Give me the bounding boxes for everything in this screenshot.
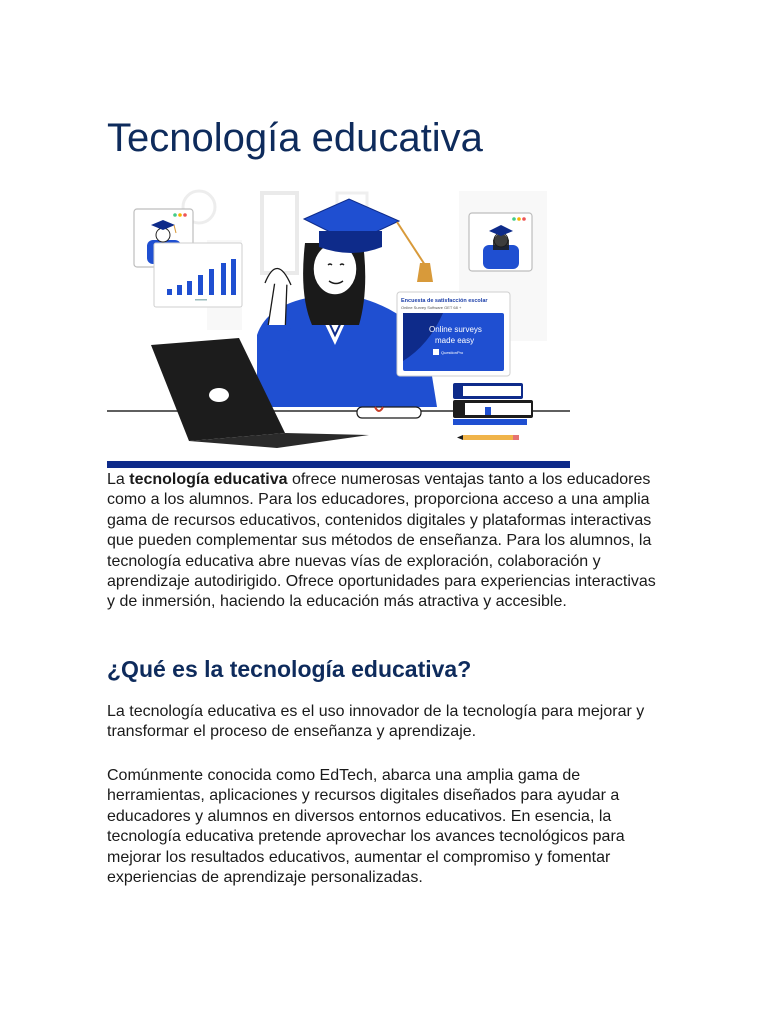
section-heading: ¿Qué es la tecnología educativa?: [107, 656, 472, 682]
diploma-scroll: [357, 407, 421, 418]
intro-bold-term: tecnología educativa: [129, 471, 288, 488]
intro-lead: La: [107, 471, 130, 488]
page-title: Tecnología educativa: [107, 116, 483, 160]
intro-paragraph: [107, 470, 667, 613]
definition-paragraph: La tecnología educativa es el uso innovador de la tecnología para mejorar y transformar el proceso de enseñanza y aprendizaje.: [107, 703, 645, 741]
edtech-paragraph: Comúnmente conocida como EdTech, abarca una amplia gama de herramientas, aplicaciones y recursos digitales diseñados para ayudar a educadores y alumnos en diversos entornos educativos. En esencia, la tecnología educativa pretende aprovechar los avances tecnológicos para mejorar los resultados educativos, aumentar el compromiso y fomentar experiencias de aprendizaje personalizadas.: [107, 767, 625, 887]
book-stack: [453, 383, 533, 425]
survey-card-tagline-1: Online surveys: [429, 325, 482, 334]
intro-rest: ofrece numerosas ventajas tanto a los educadores como a los alumnos. Para los educadores, proporciona acceso a una amplia gama de recursos educativos, contenidos digitales y plataformas interactivas que pueden complementar sus métodos de enseñanza. Para los alumnos, la tecnología educativa abre nuevas vías de exploración, colaboración y aprendizaje autodirigido. Ofrece oportunidades para experiencias interactivas y de inmersión, haciendo la educación más atractiva y accesible.: [107, 471, 656, 611]
survey-card-title: Encuesta de satisfacción escolar: [401, 298, 488, 304]
hero-underline: [107, 461, 570, 468]
survey-card-subtitle: Online Survey Software GET 68 +: [401, 305, 462, 310]
survey-card-brand: QuestionPro: [441, 350, 464, 355]
hero-illustration: [107, 185, 570, 468]
pencil: [457, 435, 519, 440]
bar-chart-card: [154, 243, 242, 307]
survey-card-tagline-2: made easy: [435, 336, 475, 345]
survey-card: [397, 292, 510, 376]
video-call-card-right: [469, 213, 532, 271]
